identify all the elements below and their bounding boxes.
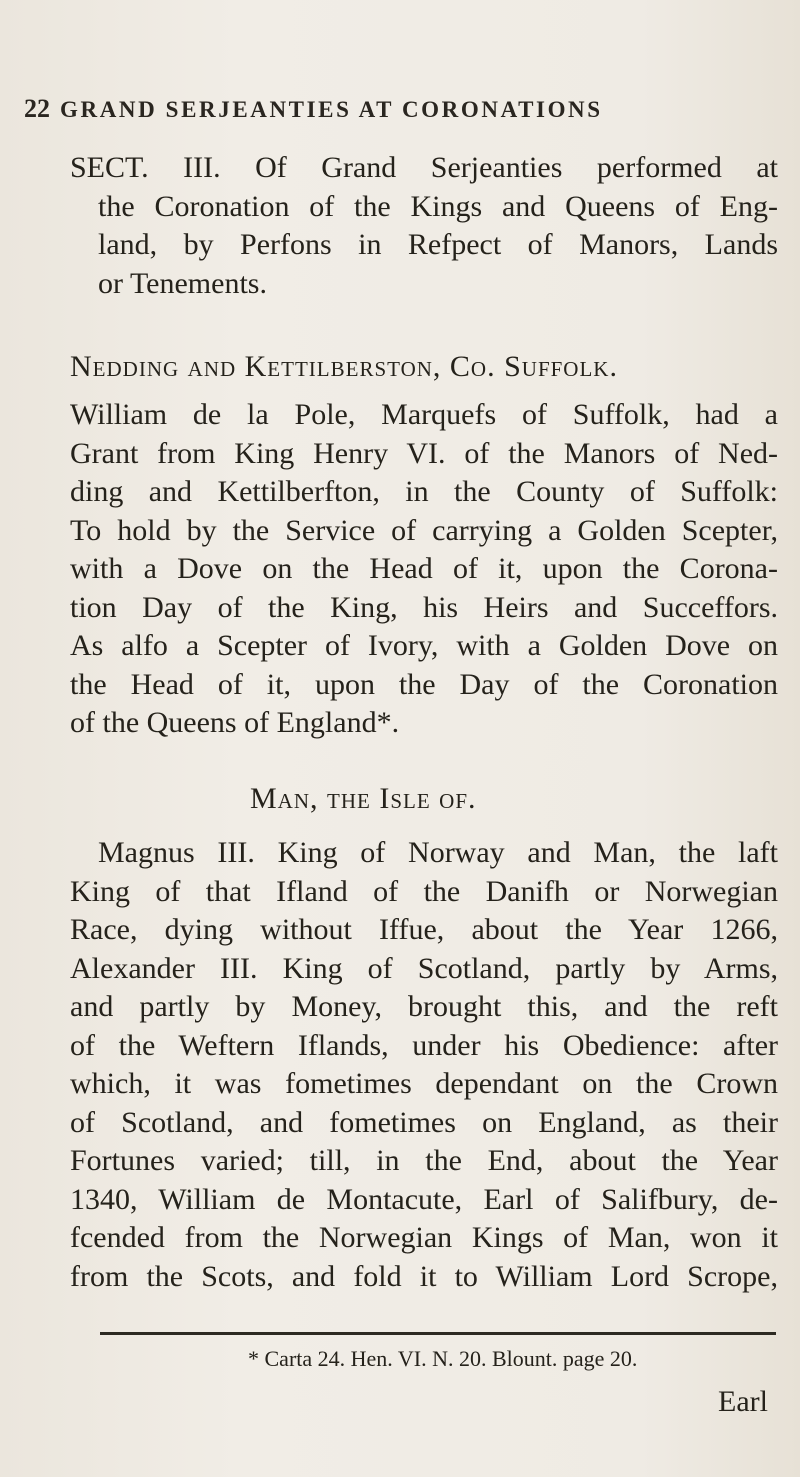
catchword: Earl [718, 1385, 768, 1418]
text-line: King of that Ifland of the Danifh or Norwegian [70, 874, 778, 908]
subheading-nedding: Nedding and Kettilberston, Co. Suffolk. [70, 350, 618, 383]
subheading-man: Man, the Isle of. [250, 782, 477, 815]
paragraph-nedding [70, 396, 778, 743]
text-line: ding and Kettilberfton, in the County of Suffolk: [70, 475, 778, 508]
text-line: To hold by the Service of carrying a Golden Scepter, [70, 513, 778, 547]
section-line: the Coronation of the Kings and Queens of Eng- [98, 189, 778, 223]
text-line: and partly by Money, brought this, and the reft [70, 990, 778, 1023]
text-line: Race, dying without Iffue, about the Year 1266, [70, 913, 778, 946]
page-number: 22 [24, 94, 50, 123]
text-line: 1340, William de Montacute, Earl of Salifbury, de- [70, 1182, 778, 1216]
running-title: GRAND SERJEANTIES AT CORONATIONS [60, 97, 603, 122]
running-head [24, 94, 603, 124]
section-line: land, by Perfons in Refpect of Manors, Lands [98, 228, 778, 261]
text-line: As alfo a Scepter of Ivory, with a Golden Dove on [70, 629, 778, 662]
text-line: the Head of it, upon the Day of the Coronation [70, 667, 778, 701]
text-line: of the Weftern Iflands, under his Obedience: after [70, 1028, 778, 1062]
section-line: SECT. III. Of Grand Serjeanties performed at [70, 151, 778, 184]
text-line: William de la Pole, Marquefs of Suffolk, had a [70, 398, 778, 431]
text-line: of Scotland, and fometimes on England, as their [70, 1105, 778, 1139]
text-line: Alexander III. King of Scotland, partly by Arms, [70, 951, 778, 985]
text-line: Fortunes varied; till, in the End, about the Year [70, 1144, 778, 1177]
paragraph-man [70, 834, 778, 1296]
text-line: which, it was fometimes dependant on the Crown [70, 1067, 778, 1100]
text-line: Grant from King Henry VI. of the Manors of Ned- [70, 436, 778, 470]
text-line: Magnus III. King of Norway and Man, the laft [98, 836, 778, 869]
text-line: with a Dove on the Head of it, upon the Corona- [70, 552, 778, 585]
text-line: of the Queens of England*. [70, 706, 400, 739]
text-line: from the Scots, and fold it to William Lord Scrope, [70, 1259, 778, 1293]
footnote-rule [100, 1332, 776, 1335]
section-line: or Tenements. [98, 266, 267, 300]
text-line: fcended from the Norwegian Kings of Man, won it [70, 1221, 778, 1254]
footnote: * Carta 24. Hen. VI. N. 20. Blount. page 20. [248, 1346, 638, 1371]
section-heading [70, 149, 778, 303]
text-line: tion Day of the King, his Heirs and Succeffors. [70, 590, 778, 624]
